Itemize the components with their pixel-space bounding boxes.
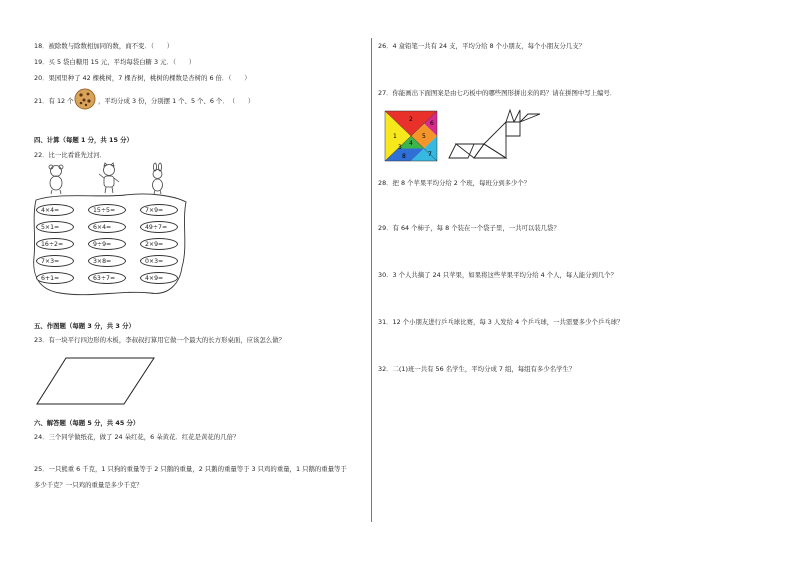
question-22: 22．比一比看谁先过河． — [34, 151, 107, 159]
calc-oval-r5-c3: 4×9= — [140, 272, 178, 284]
tangram-label-3: 3 — [398, 144, 402, 151]
cat-character-icon — [97, 163, 121, 194]
calc-oval-r3-c2: 9÷9= — [88, 238, 126, 250]
calc-oval-r2-c1: 5×1= — [36, 221, 74, 233]
tangram-label-2: 2 — [409, 116, 413, 123]
calc-oval-r1-c3: 7×9= — [140, 204, 178, 216]
calc-oval-r4-c1: 7×3= — [36, 255, 74, 267]
question-28: 28．把 8 个苹果平均分给 2 个班，每班分到多少个？ — [378, 179, 531, 187]
tangram-label-1: 1 — [393, 133, 397, 140]
tangram-label-4: 4 — [409, 140, 413, 147]
tangram-label-5: 5 — [422, 133, 426, 140]
question-25-line-1: 25．一只熊重 6 千克，1 只狗的重量等于 2 只鹅的重量，2 只鹅的重量等于 3 只鸡的重量，1 只鹅的重量等于 — [34, 465, 347, 473]
question-31: 31．12 个小朋友进行乒乓球比赛，每 3 人发给 4 个乒乓球，一共需要多少个乒乓球？ — [378, 318, 624, 326]
parallelogram-figure — [36, 356, 156, 406]
tangram-label-8: 8 — [402, 153, 406, 160]
tangram-label-7: 7 — [428, 151, 432, 158]
question-20: 20．果园里种了 42 棵桃树，7 棵杏树，桃树的棵数是杏树的 6 倍．（ ） — [34, 74, 251, 82]
question-29: 29．有 64 个柿子，每 8 个装在一个袋子里，一共可以装几袋？ — [378, 224, 560, 232]
calc-oval-r4-c3: 0×3= — [140, 255, 178, 267]
calc-oval-r5-c2: 63÷7= — [88, 272, 126, 284]
question-26: 26．4 盒铅笔一共有 24 支，平均分给 8 个小朋友，每个小朋友分几支？ — [378, 42, 586, 50]
calc-oval-r1-c2: 15÷5= — [88, 204, 126, 216]
question-19: 19．买 5 袋白糖用 15 元，平均每袋白糖 3 元．（ ） — [34, 58, 196, 66]
question-21-suffix: ，平均分成 3 份，分别摆 1 个、5 个、6 个． （ ） — [98, 97, 255, 105]
question-23: 23．有一块平行四边形的木板，李叔叔打算用它做一个最大的长方形桌面，应该怎么做？ — [34, 336, 285, 344]
calc-oval-r2-c2: 6×4= — [88, 221, 126, 233]
calc-oval-r5-c1: 6+1= — [36, 272, 74, 284]
section-6-title: 六、解答题（每题 5 分，共 45 分） — [34, 419, 140, 427]
column-divider — [371, 38, 372, 522]
rabbit-character-icon — [146, 163, 168, 194]
calc-oval-r4-c2: 3×8= — [88, 255, 126, 267]
question-25-line-2: 多少千克？一只鸡的重量是多少千克？ — [34, 481, 143, 489]
calc-oval-r3-c1: 16÷2= — [36, 238, 74, 250]
section-5-title: 五、作图题（每题 3 分，共 3 分） — [34, 322, 135, 330]
question-24: 24．三个同学做纸花，做了 24 朵红花，6 朵黄花．红花是黄花的几倍？ — [34, 433, 240, 441]
tangram-cat-figure — [448, 108, 544, 160]
tangram-square — [385, 111, 437, 161]
bear-character-icon — [44, 164, 68, 194]
calc-oval-r2-c3: 49÷7= — [140, 221, 178, 233]
calc-oval-r3-c3: 2×9= — [140, 238, 178, 250]
question-21-prefix: 21．有 12 个 — [34, 97, 74, 105]
question-30: 30．3 个人共摘了 24 只苹果，如果将这些苹果平均分给 4 个人，每人能分到几个？ — [378, 271, 618, 279]
question-18: 18．被除数与除数相加同的数，商不变．（ ） — [34, 42, 174, 50]
cookie-icon — [74, 88, 96, 110]
section-4-title: 四、计算（每题 1 分，共 15 分） — [34, 136, 133, 144]
question-27: 27．你能画出下面图案是由七巧板中的哪些图形拼出来的吗？请在拼图中写上编号． — [378, 89, 617, 97]
question-32: 32．二(1)班一共有 56 名学生，平均分成 7 组，每组有多少名学生？ — [378, 365, 576, 373]
calc-oval-r1-c1: 4×4= — [36, 204, 74, 216]
tangram-label-6: 6 — [430, 120, 434, 127]
